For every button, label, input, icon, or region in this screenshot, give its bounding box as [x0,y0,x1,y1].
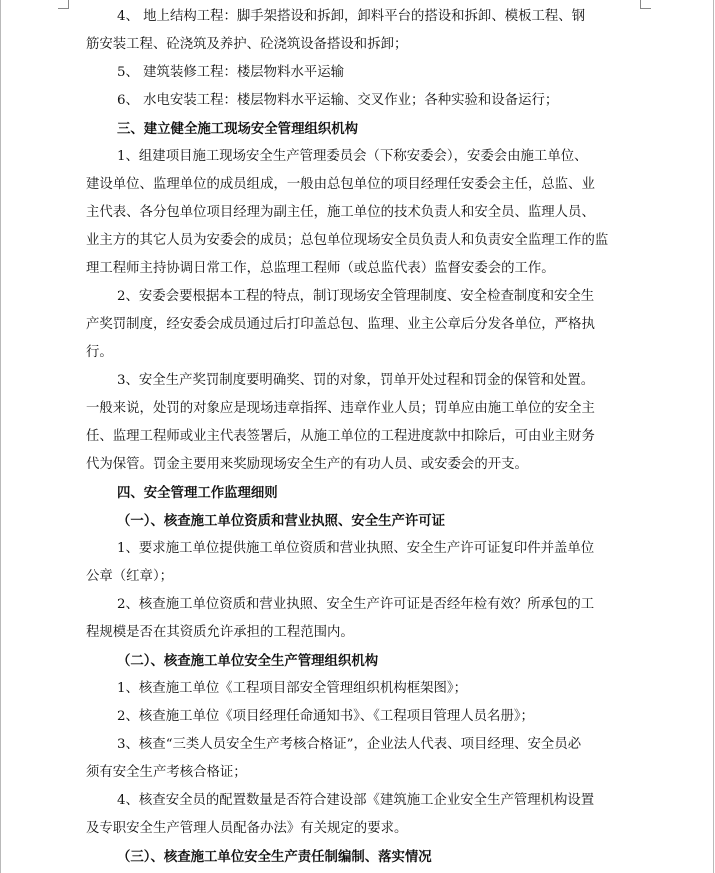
doc-line: 主代表、各分包单位项目经理为副主任，施工单位的技术负责人和安全员、监理人员、 [86,205,595,220]
doc-line: 建设单位、监理单位的成员组成，一般由总包单位的项目经理任安委会主任，总监、业 [86,177,595,192]
doc-line: 1、要求施工单位提供施工单位资质和营业执照、安全生产许可证复印件并盖单位 [117,541,595,556]
doc-line: 公章（红章）； [86,569,174,584]
doc-line: 程规模是否在其资质允许承担的工程范围内。 [86,625,354,640]
doc-line: 1、组建项目施工现场安全生产管理委员会（下称安委会），安委会由施工单位、 [117,149,588,164]
doc-line: 及专职安全生产管理人员配备办法》有关规定的要求。 [86,821,408,836]
doc-line: 业主方的其它人员为安委会的成员；总包单位现场安全员负责人和负责安全监理工作的监 [86,233,609,248]
doc-line: 2、安委会要根据本工程的特点，制订现场安全管理制度、安全检查制度和安全生 [117,289,595,304]
doc-line: 1、核查施工单位《工程项目部安全管理组织机构框架图》； [117,681,467,696]
doc-line: 2、核查施工单位资质和营业执照、安全生产许可证是否经年检有效？所承包的工 [117,597,595,612]
doc-line: 3、安全生产奖罚制度要明确奖、罚的对象，罚单开处过程和罚金的保管和处置。 [117,373,595,388]
doc-line: 产奖罚制度，经安委会成员通过后打印盖总包、监理、业主公章后分发各单位，严格执 [86,317,595,332]
subsection-heading: （一）、核查施工单位资质和营业执照、安全生产许可证 [117,513,446,529]
subsection-heading: （三）、核查施工单位安全生产责任制编制、落实情况 [117,849,432,865]
doc-line: 代为保管。罚金主要用来奖励现场安全生产的有功人员、或安委会的开支。 [86,457,528,472]
subsection-heading: （二）、核查施工单位安全生产管理组织机构 [117,653,379,669]
doc-line: 4、核查安全员的配置数量是否符合建设部《建筑施工企业安全生产管理机构设置 [117,793,595,808]
section-heading: 三、建立健全施工现场安全管理组织机构 [117,121,359,137]
doc-line: 5、 建筑装修工程：楼层物料水平运输 [117,65,345,80]
doc-line: 行。 [86,345,113,360]
doc-line: 一般来说，处罚的对象应是现场违章指挥、违章作业人员；罚单应由施工单位的安全主 [86,401,595,416]
doc-line: 理工程师主持协调日常工作，总监理工程师（或总监代表）监督安委会的工作。 [86,261,555,276]
doc-line: 3、核查“三类人员安全生产考核合格证”，企业法人代表、项目经理、安全员必 [117,737,582,752]
doc-line: 任、监理工程师或业主代表签署后，从施工单位的工程进度款中扣除后，可由业主财务 [86,429,595,444]
doc-line: 6、 水电安装工程：楼层物料水平运输、交叉作业；各种实验和设备运行； [117,93,559,108]
doc-line: 筋安装工程、砼浇筑及养护、砼浇筑设备搭设和拆卸； [86,37,408,52]
section-heading: 四、安全管理工作监理细则 [117,485,278,501]
doc-line: 2、核查施工单位《项目经理任命通知书》、《工程项目管理人员名册》； [117,709,534,724]
doc-line: 须有安全生产考核合格证； [86,765,247,780]
doc-line: 4、 地上结构工程：脚手架搭设和拆卸，卸料平台的搭设和拆卸、模板工程、钢 [117,9,586,24]
